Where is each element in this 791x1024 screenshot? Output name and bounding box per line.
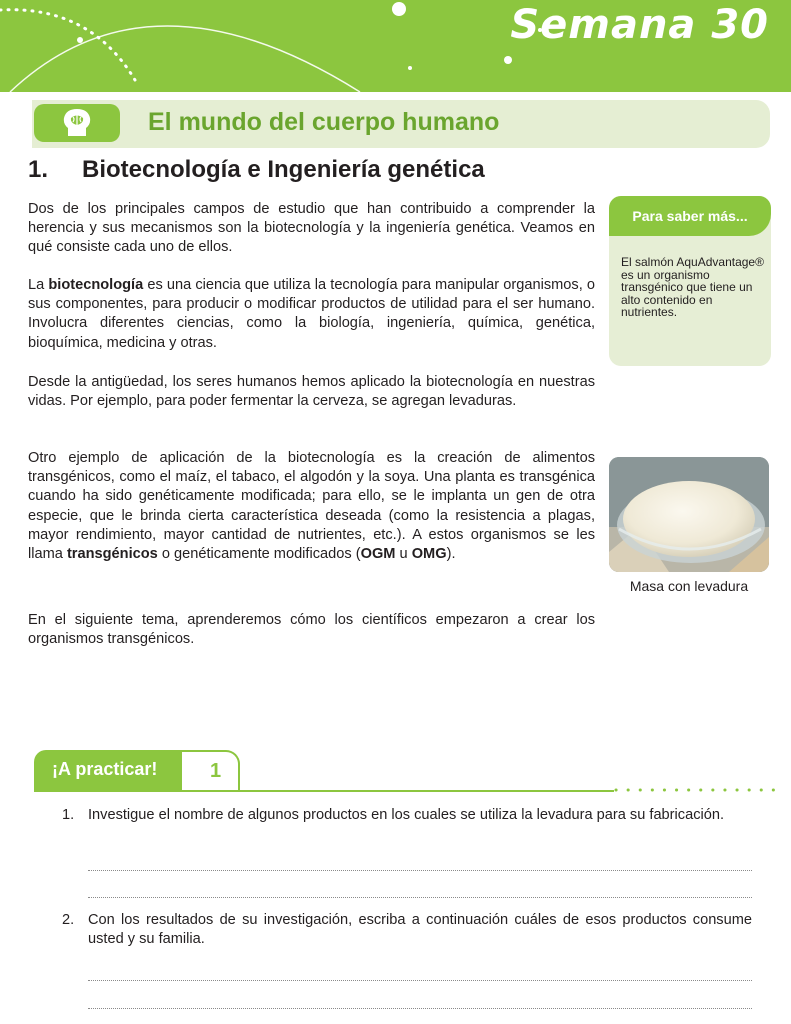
question-number: 1. — [62, 807, 75, 823]
text-run: o genéticamente modificados ( — [157, 546, 361, 563]
paragraph-next-topic: En el siguiente tema, aprenderemos cómo los científicos empezaron a crear los organismos transgénicos. — [28, 612, 595, 648]
question-text: Investigue el nombre de algunos productos en los cuales se utiliza la levadura para su fabricación. — [88, 807, 725, 823]
sidebar-heading: Para saber más... — [609, 196, 771, 236]
topic-bar — [32, 100, 770, 148]
topic-title: El mundo del cuerpo humano — [148, 108, 500, 136]
paragraph-intro: Dos de los principales campos de estudio que han contribuido a comprender la herencia y sus mecanismos son la biotecnología y la ingeniería genética. Veamos en qué consiste cada uno de ellos. — [28, 201, 595, 256]
text-run: es una ciencia que utiliza la tecnología para manipular organismos, o sus componentes, para producir o modificar productos de utilidad para el ser humano. Involucra diferentes ciencias, como la biología, ingeniería, química, genética, bioquímica, medicina y otras. — [28, 277, 595, 351]
info-sidebar — [609, 196, 771, 366]
paragraph-biotech — [28, 276, 595, 353]
question-item — [62, 911, 752, 949]
question-number: 2. — [62, 912, 75, 928]
answer-line[interactable] — [88, 1008, 752, 1009]
photo-caption: Masa con levadura — [629, 578, 749, 594]
dough-bowl-image — [609, 457, 769, 572]
sidebar-text: El salmón AquAdvantage® es un organismo transgénico que tiene un alto contenido en nutrientes. — [621, 255, 764, 319]
term-transgenicos: transgénicos — [66, 546, 158, 563]
text-run: La — [28, 277, 49, 293]
text-run: u — [395, 546, 412, 563]
week-title: Semana 30 — [510, 2, 769, 48]
text-run: ). — [446, 546, 456, 563]
answer-line[interactable] — [88, 980, 752, 981]
practice-number-box — [182, 750, 240, 792]
section-title — [28, 156, 485, 184]
brain-head-icon — [60, 106, 94, 140]
text-run: Otro ejemplo de aplicación de la biotecnología es la creación de alimentos transgénicos, como el maíz, el tabaco, el algodón y la soya. Una planta es transgénica cuando ha sido genéticamente modificada; para ello, se le implanta un gen de otra especie, que le brinda cierta característica deseada (como la resistencia a plagas, mayor rendimiento, mayor cantidad de nutrientes, etc.). A estos organismos se les llama — [28, 450, 595, 563]
section-title-text: Biotecnología e Ingeniería genética — [82, 156, 485, 183]
practice-dotted-divider — [612, 783, 777, 797]
paragraph-transgenic — [28, 449, 595, 564]
term-omg: OMG — [411, 546, 447, 563]
practice-tab — [34, 750, 182, 792]
paragraph-antiquity: Desde la antigüedad, los seres humanos hemos aplicado la biotecnología en nuestras vidas. Por ejemplo, para poder fermentar la cerveza, se agregan levaduras. — [28, 374, 595, 410]
practice-divider — [34, 790, 614, 792]
answer-line[interactable] — [88, 870, 752, 871]
question-item — [62, 806, 752, 825]
practice-number: 1 — [210, 760, 222, 782]
section-number: 1. — [28, 156, 49, 183]
term-ogm: OGM — [360, 546, 396, 563]
answer-line[interactable] — [88, 897, 752, 898]
dough-photo — [609, 457, 769, 572]
topic-icon-badge — [34, 104, 120, 142]
practice-label: ¡A practicar! — [52, 759, 158, 779]
question-text: Con los resultados de su investigación, escriba a continuación cuáles de esos productos consume usted y su familia. — [88, 912, 752, 948]
header-banner — [0, 0, 791, 92]
term-biotecnologia: biotecnología — [48, 277, 144, 293]
